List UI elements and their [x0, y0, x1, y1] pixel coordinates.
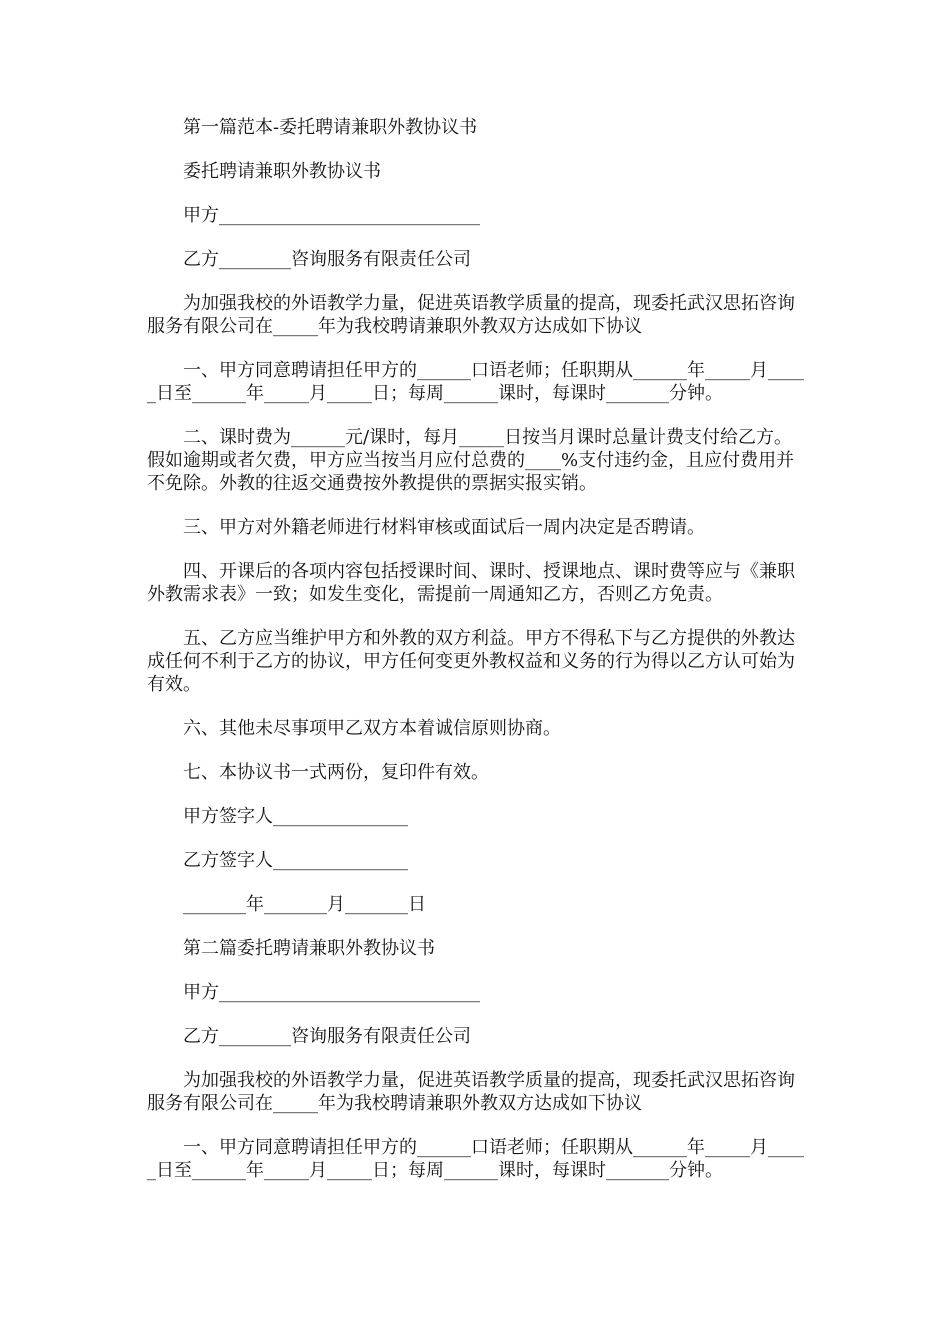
party-a-line: 甲方_____________________________	[183, 205, 480, 226]
clause-6: 六、其他未尽事项甲乙双方本着诚信原则协商。	[183, 718, 561, 739]
party-b-signature-line: 乙方签字人_______________	[183, 850, 408, 871]
date-line: _______年_______月_______日	[183, 894, 426, 915]
document-body	[147, 116, 807, 1182]
party-a-line-2: 甲方_____________________________	[183, 982, 480, 1003]
clause-1: 一、甲方同意聘请担任甲方的______口语老师；任职期从______年_____月_____日至______年_____月_____日；每周______课时，每课时_______分钟。	[147, 360, 804, 404]
party-b-line: 乙方________咨询服务有限责任公司	[183, 249, 471, 270]
party-a-signature-line: 甲方签字人_______________	[183, 806, 408, 827]
clause-7: 七、本协议书一式两份，复印件有效。	[183, 762, 489, 783]
heading-part-two: 第二篇委托聘请兼职外教协议书	[183, 938, 435, 959]
clause-1-second: 一、甲方同意聘请担任甲方的______口语老师；任职期从______年_____月_____日至______年_____月_____日；每周______课时，每课时_______分钟。	[147, 1137, 804, 1181]
agreement-title: 委托聘请兼职外教协议书	[183, 161, 381, 182]
clause-4: 四、开课后的各项内容包括授课时间、课时、授课地点、课时费等应与《兼职外教需求表》一致；如发生变化，需提前一周通知乙方，否则乙方免责。	[147, 561, 795, 605]
clause-2: 二、课时费为______元/课时，每月_____日按当月课时总量计费支付给乙方。假如逾期或者欠费，甲方应当按当月应付总费的____%支付违约金，且应付费用并不免除。外教的往返交通费按外教提供的票据实报实销。	[147, 427, 795, 494]
preamble-paragraph: 为加强我校的外语教学力量，促进英语教学质量的提高，现委托武汉思拓咨询服务有限公司在_____年为我校聘请兼职外教双方达成如下协议	[147, 293, 795, 337]
clause-3: 三、甲方对外籍老师进行材料审核或面试后一周内决定是否聘请。	[183, 517, 705, 538]
heading-part-one: 第一篇范本-委托聘请兼职外教协议书	[183, 117, 478, 138]
party-b-line-2: 乙方________咨询服务有限责任公司	[183, 1026, 471, 1047]
clause-5: 五、乙方应当维护甲方和外教的双方利益。甲方不得私下与乙方提供的外教达成任何不利于乙方的协议，甲方任何变更外教权益和义务的行为得以乙方认可始为有效。	[147, 628, 795, 695]
preamble-paragraph-2: 为加强我校的外语教学力量，促进英语教学质量的提高，现委托武汉思拓咨询服务有限公司在_____年为我校聘请兼职外教双方达成如下协议	[147, 1070, 795, 1114]
